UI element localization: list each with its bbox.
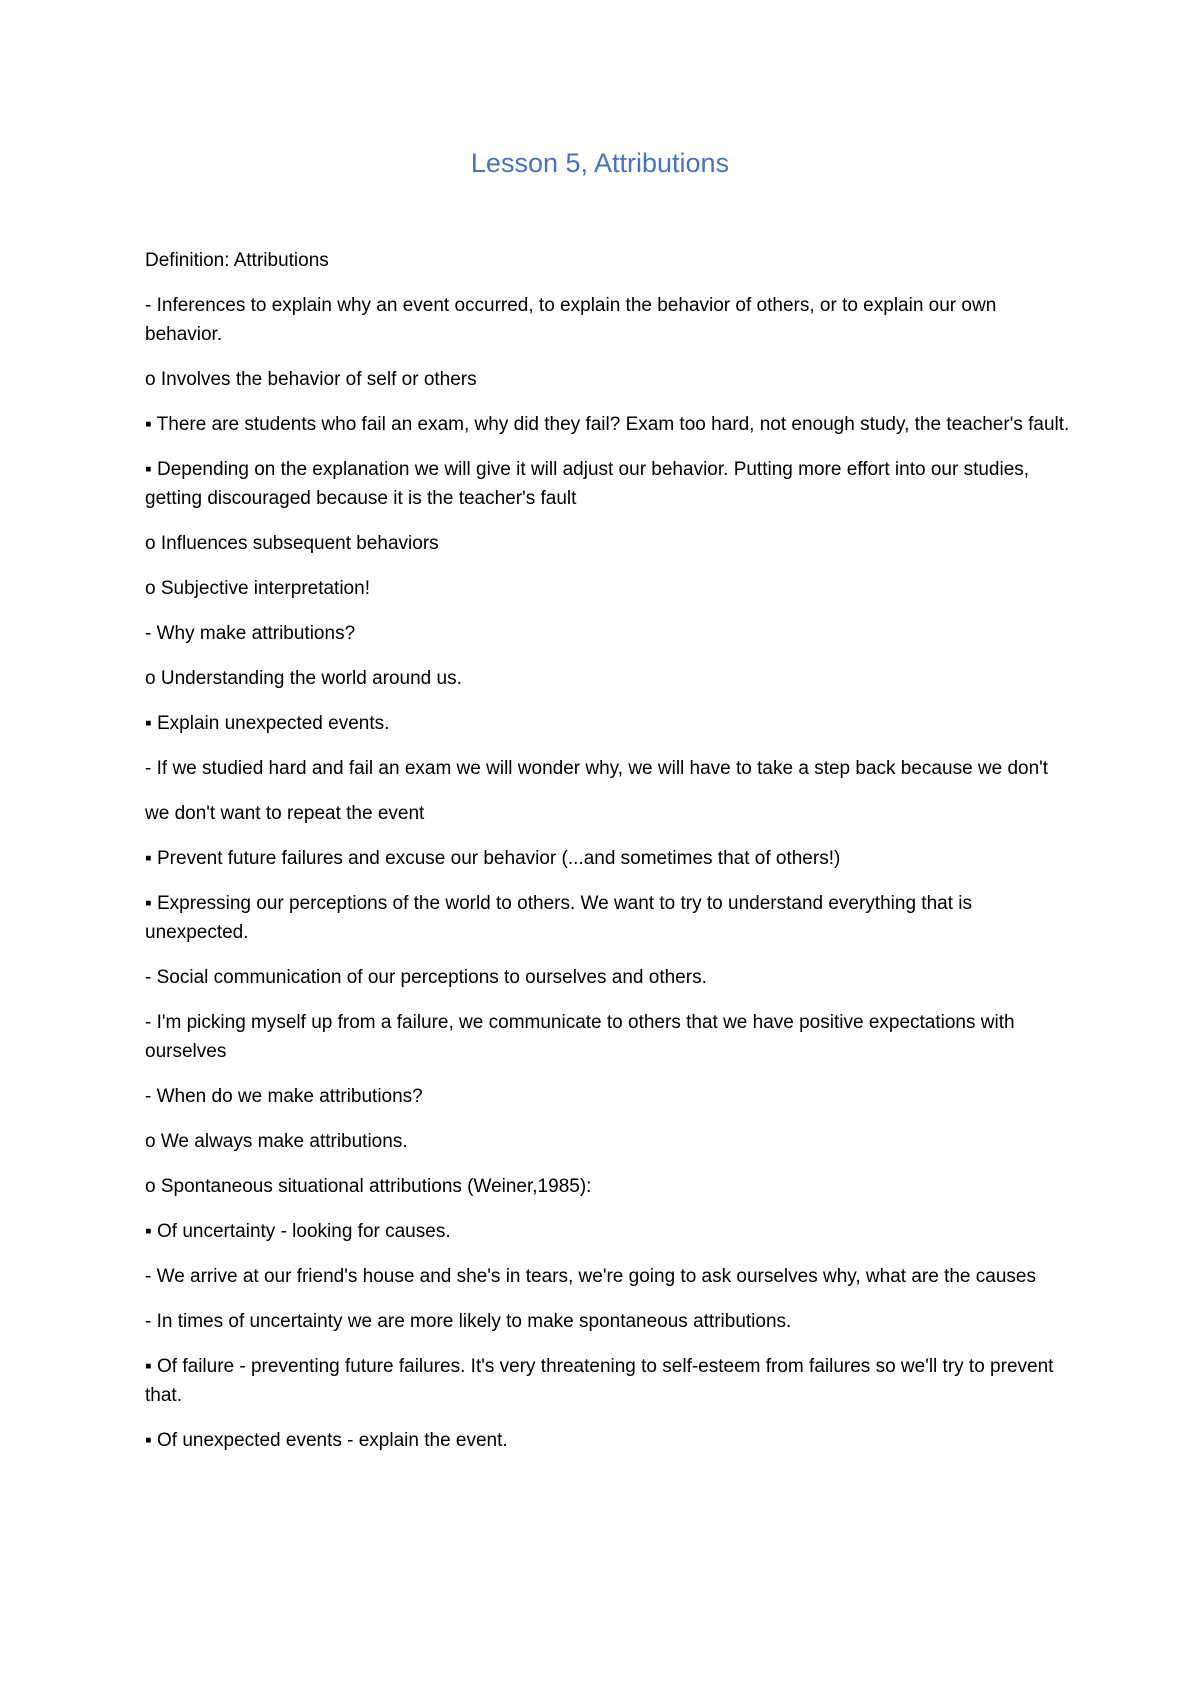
paragraph: - I'm picking myself up from a failure, we communicate to others that we have positive expectations with ourselves [145, 1012, 1015, 1062]
page-title: Lesson 5, Attributions [470, 148, 730, 178]
paragraph: o Understanding the world around us. [145, 668, 462, 689]
paragraph: we don't want to repeat the event [145, 803, 425, 824]
paragraph: ▪ Explain unexpected events. [145, 713, 390, 734]
paragraph: o Influences subsequent behaviors [145, 533, 439, 554]
paragraph: Definition: Attributions [145, 250, 329, 271]
paragraph: - In times of uncertainty we are more likely to make spontaneous attributions. [145, 1311, 792, 1332]
paragraph: ▪ Expressing our perceptions of the world to others. We want to try to understand everything that is unexpected. [145, 893, 972, 943]
paragraph: o Involves the behavior of self or others [145, 369, 477, 390]
paragraph: ▪ Of uncertainty - looking for causes. [145, 1221, 451, 1242]
paragraph: ▪ Of failure - preventing future failures. It's very threatening to self-esteem from failures so we'll try to prevent that. [145, 1356, 1054, 1406]
paragraph: ▪ Depending on the explanation we will give it will adjust our behavior. Putting more effort into our studies, getting discouraged because it is the teacher's fault [145, 459, 1030, 509]
document-body [145, 246, 1070, 1471]
paragraph: - We arrive at our friend's house and she's in tears, we're going to ask ourselves why, what are the causes [145, 1266, 1036, 1287]
paragraph: ▪ Prevent future failures and excuse our behavior (...and sometimes that of others!) [145, 848, 841, 869]
paragraph: ▪ There are students who fail an exam, why did they fail? Exam too hard, not enough study, the teacher's fault. [145, 414, 1070, 435]
paragraph: o We always make attributions. [145, 1131, 408, 1152]
paragraph: o Subjective interpretation! [145, 578, 370, 599]
paragraph: - If we studied hard and fail an exam we will wonder why, we will have to take a step back because we don't [145, 758, 1049, 779]
paragraph: - When do we make attributions? [145, 1086, 423, 1107]
paragraph: o Spontaneous situational attributions (Weiner,1985): [145, 1176, 592, 1197]
paragraph: - Why make attributions? [145, 623, 356, 644]
paragraph: - Inferences to explain why an event occurred, to explain the behavior of others, or to explain our own behavior. [145, 295, 997, 345]
paragraph: ▪ Of unexpected events - explain the event. [145, 1430, 508, 1451]
paragraph: - Social communication of our perceptions to ourselves and others. [145, 967, 707, 988]
